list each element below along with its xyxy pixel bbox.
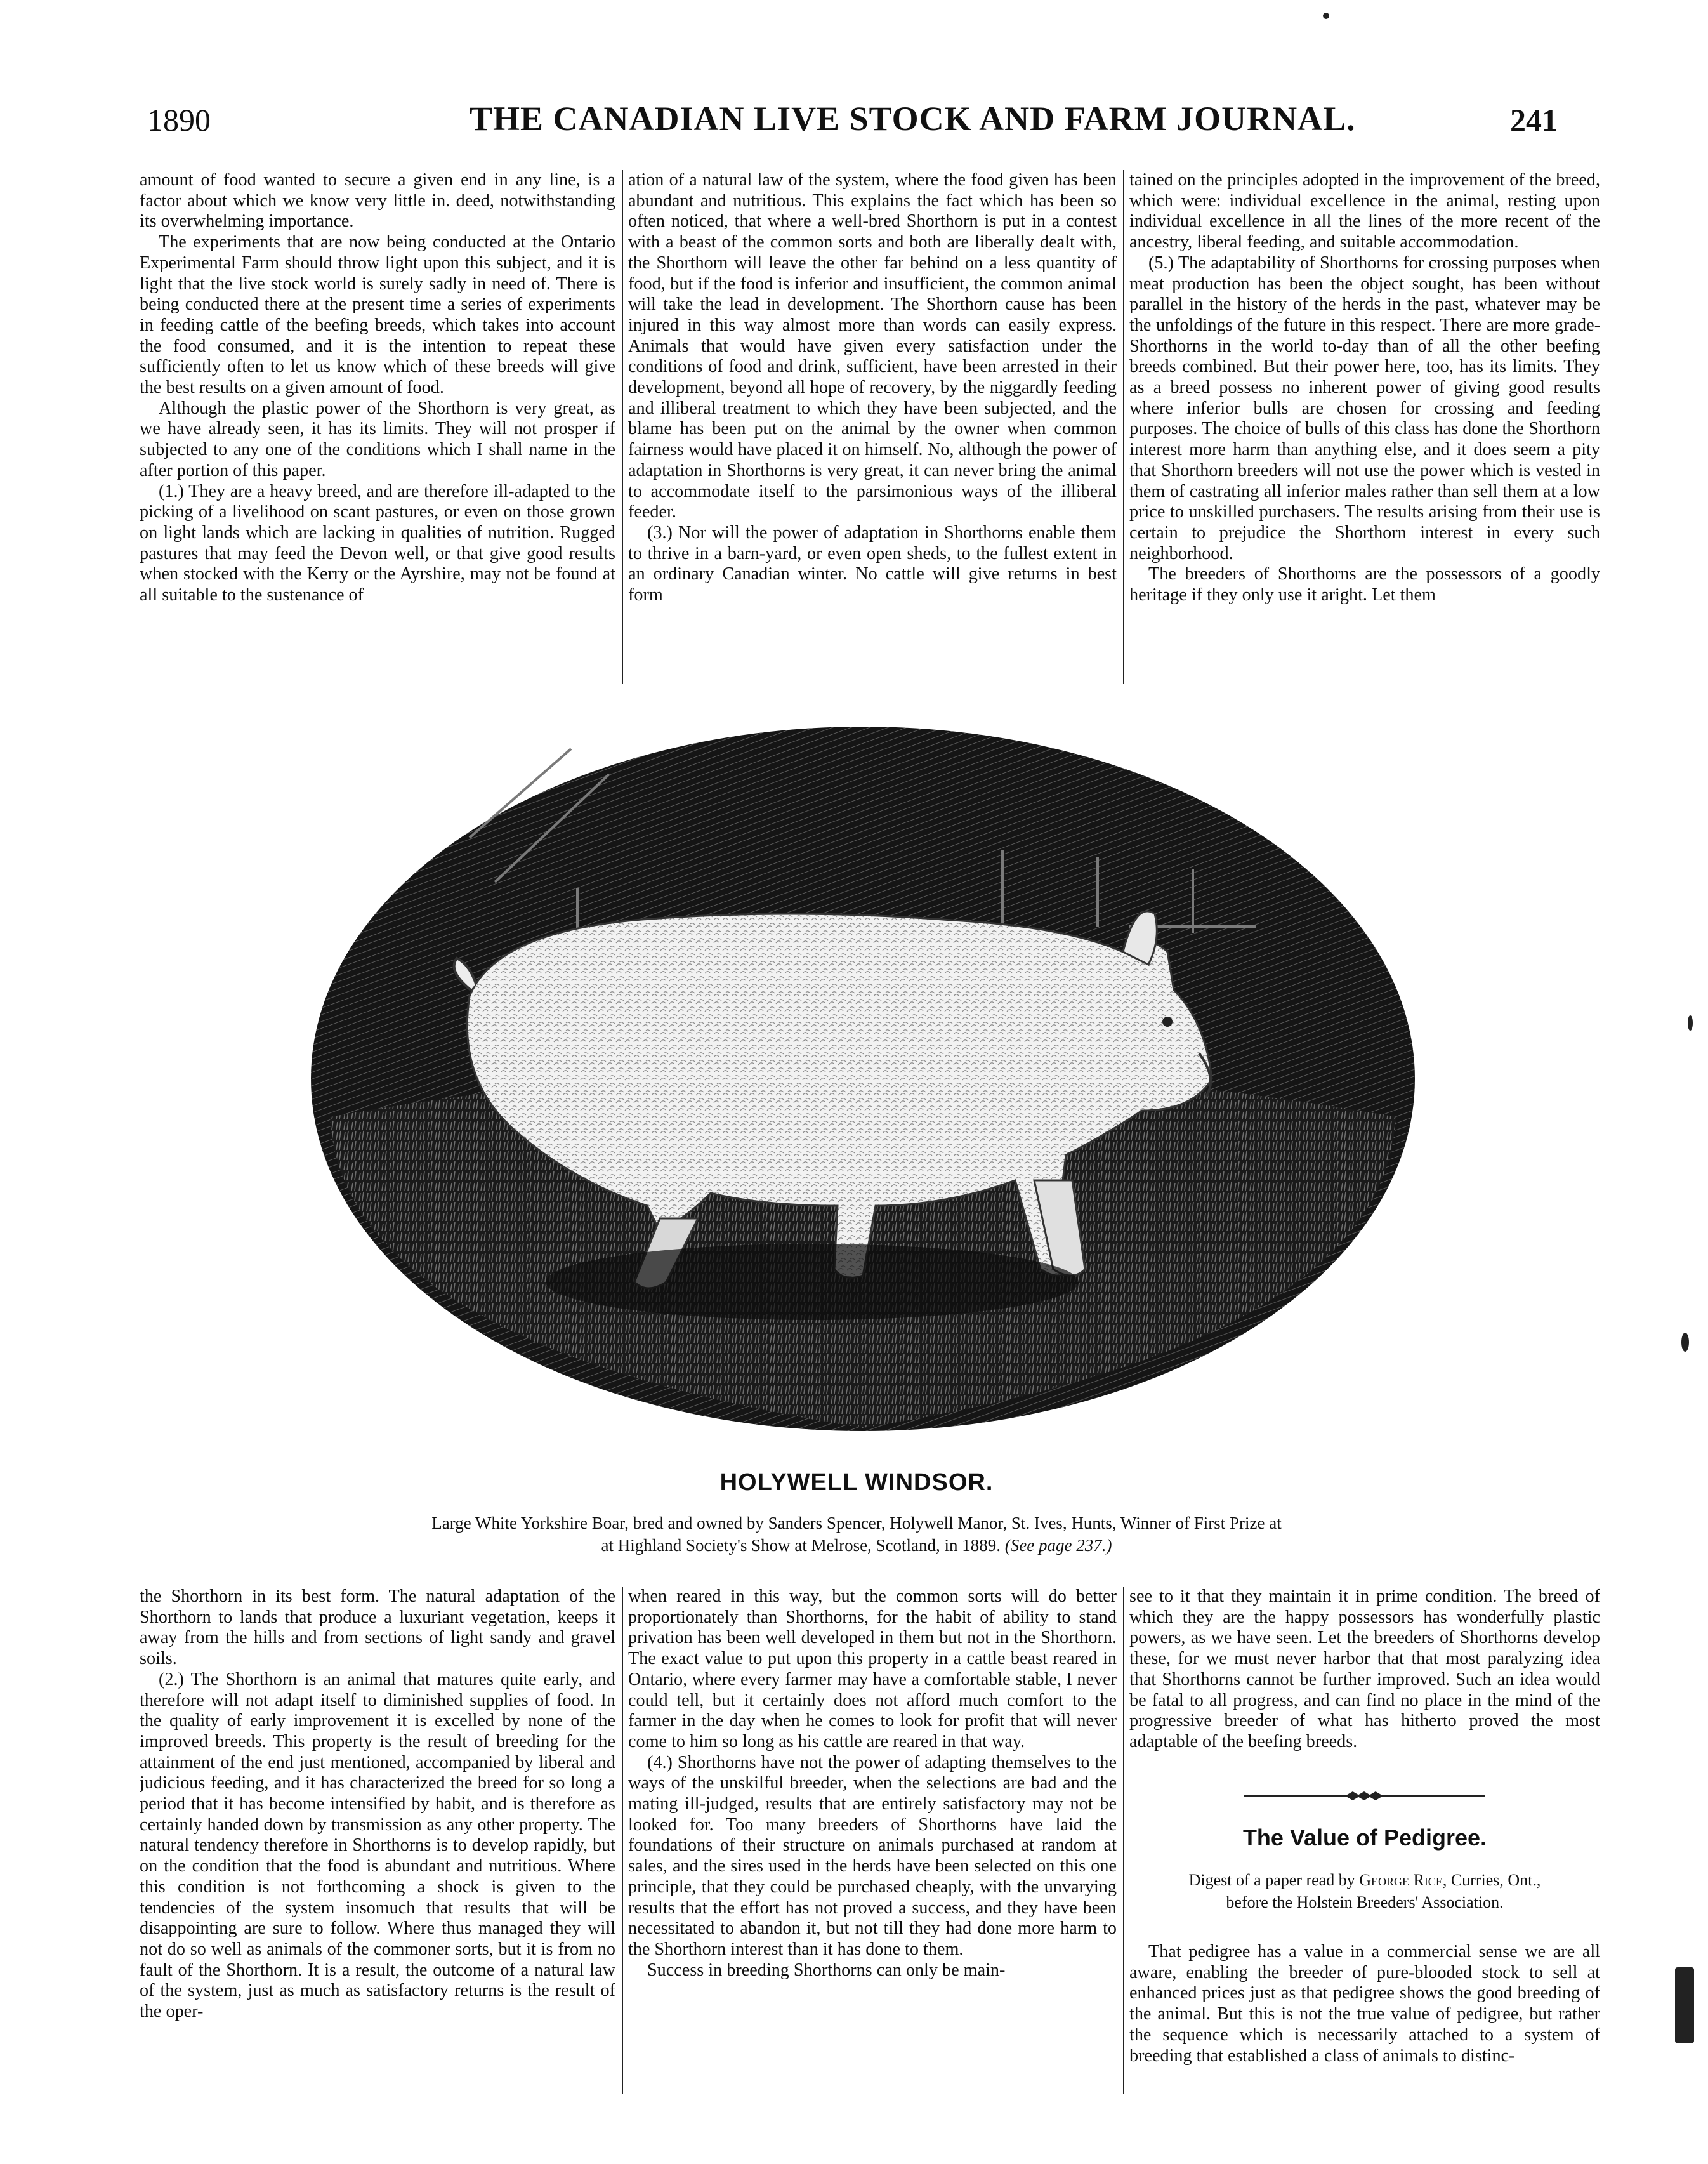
caption-page-reference: (See page 237.) — [1004, 1536, 1112, 1555]
bottom-column-3 — [1129, 1587, 1600, 1783]
boar-engraving — [305, 723, 1421, 1453]
top-column-2 — [628, 170, 1117, 684]
digest-prefix: Digest of a paper read by — [1188, 1871, 1355, 1889]
top-column-3 — [1129, 170, 1600, 684]
figure-caption-line-2 — [279, 1536, 1434, 1555]
article-digest-line-1 — [1129, 1871, 1600, 1890]
column-divider — [622, 1587, 623, 2094]
paragraph: (4.) Shorthorns have not the power of adapting themselves to the ways of the unskilful breeder, when the selections are bad and the mating ill-judged, results that are entirely satisfactory may not be looked for. Too many breeders of Shorthorns have laid the foundations of their structure on animals purchased at random at sales, and the sires used in the herds have been selected on this one principle, that they could be purchased cheaply, with the unvarying results that the effort has not proved a success, and they have been necessitated to abandon it, but not till they had done more harm to the Shorthorn interest than it has done to them. — [628, 1752, 1117, 1959]
paragraph: (1.) They are a heavy breed, and are therefore ill-adapted to the picking of a livelihood on scant pastures, or even on those grown on light lands which are lacking in qualities of nutrition. Rugged pastures that may feed the Devon well, or that give good results when stocked with the Kerry or the Ayrshire, may not be found at all suitable to the sustenance of — [140, 481, 615, 605]
author-name: George Rice — [1359, 1871, 1443, 1889]
column-divider — [1123, 1587, 1124, 2094]
paragraph: amount of food wanted to secure a given end in any line, is a factor about which we know very little in. deed, notwithstanding its overwhelming importance. — [140, 170, 615, 232]
ornament-divider — [1244, 1790, 1485, 1802]
paragraph: see to it that they maintain it in prime condition. The breed of which they are the happy possessors has wonderfully plastic powers, as we have seen. Let the breeders of Shorthorns develop these, for we must never harbor that that most paralyzing idea that Shorthorns cannot be further improved. Such an idea would be fatal to all progress, and can find no place in the mind of the progressive breeder of what has hitherto proved the most adaptable of the beefing breeds. — [1129, 1587, 1600, 1752]
paragraph: (5.) The adaptability of Shorthorns for crossing purposes when meat production has been the object sought, has been without parallel in the history of the herds in the past, whatever may be the unfoldings of the future in this respect. There are more grade-Shorthorns in the world to-day than of all the other beefing breeds combined. But their power here, too, has its limits. They as a breed possess no inherent power of giving good results where inferior bulls are chosen for crossing and feeding purposes. The choice of bulls of this class has done the Shorthorn interest more harm than anything else, and it does seem a pity that Shorthorn breeders will not use the power which is vested in them of castrating all inferior males rather than sell them at a low price to unskilled purchasers. The results arising from their use is certain to prejudice the Shorthorn interest in every such neighborhood. — [1129, 253, 1600, 564]
page-number: 241 — [1510, 102, 1558, 138]
scan-speck — [1323, 13, 1329, 19]
paragraph: tained on the principles adopted in the improvement of the breed, which were: individual excellence in the animal, resting upon individual excellence in all the lines of the more recent of the ancestry, liberal feeding, and suitable accommodation. — [1129, 170, 1600, 253]
figure-title: HOLYWELL WINDSOR. — [719, 1469, 994, 1496]
header-year: 1890 — [147, 102, 211, 138]
paragraph: ation of a natural law of the system, where the food given has been abundant and nutritious. This explains the fact which has been so often noticed, that where a well-bred Shorthorn is put in a contest with a beast of the common sorts and both are liberally dealt with, the Shorthorn will leave the other far behind on a less quantity of food, but if the food is inferior and insufficient, the common animal will take the lead in development. The Shorthorn cause has been injured in this way almost more than words can easily express. Animals that would have given every satisfaction under the conditions of food and drink, sufficient, have been arrested in their development, beyond all hope of recovery, by the niggardly feeding and illiberal treatment to which they have been subjected, and the blame has been put on the animal by the owner when common fairness would have placed it on himself. No, although the power of adaptation in Shorthorns is very great, it can never bring the animal to accommodate itself to the parsimonious ways of the illiberal feeder. — [628, 170, 1117, 522]
paragraph: Although the plastic power of the Shorthorn is very great, as we have already seen, it has its limits. They will not prosper if subjected to any one of the conditions which I shall name in the after portion of this paper. — [140, 398, 615, 480]
paragraph: (3.) Nor will the power of adaptation in Shorthorns enable them to thrive in a barn-yard, or even open sheds, to the fullest extent in an ordinary Canadian winter. No cattle will give returns in best form — [628, 522, 1117, 605]
paragraph: the Shorthorn in its best form. The natural adaptation of the Shorthorn to lands that produce a luxuriant vegetation, keeps it away from the hills and from sections of light sandy and gravel soils. — [140, 1587, 615, 1669]
bottom-column-1 — [140, 1587, 615, 2094]
paragraph: The experiments that are now being conducted at the Ontario Experimental Farm should throw light upon this subject, and it is light that the live stock world is surely sadly in need of. There is being conducted there at the present time a series of experiments in feeding cattle of the beefing breeds, which takes into account the food consumed, and it is the intention to repeat these sufficiently often to let us know which of these breeds will give the best results on a given amount of food. — [140, 232, 615, 398]
scan-speck — [1675, 1967, 1694, 2043]
column-divider — [622, 170, 623, 684]
scan-speck — [1681, 1333, 1689, 1352]
digest-suffix: , Curries, Ont., — [1442, 1871, 1541, 1889]
paragraph: That pedigree has a value in a commercial sense we are all aware, enabling the breeder of pure-blooded stock to sell at enhanced prices just as that pedigree shows the good breeding of the animal. But this is not the true value of pedigree, but rather the sequence which is necessarily attached to a system of breeding that established a class of animals to distinc- — [1129, 1942, 1600, 2066]
paragraph: Success in breeding Shorthorns can only be main- — [647, 1960, 1006, 1980]
bottom-column-2 — [628, 1587, 1117, 2094]
paragraph: when reared in this way, but the common sorts will do better proportionately than Shorthorns, for the habit of ability to stand privation has been well developed in them but not in the Shorthorn. The exact value to put upon this property in a cattle beast reared in Ontario, where every farmer may have a comfortable stable, I never could tell, but it certainly does not afford much comfort to the farmer in the day when he comes to look for profit that will never come to him so long as his cattle are reared in that way. — [628, 1587, 1117, 1752]
scan-speck — [1688, 1015, 1693, 1031]
paragraph: The breeders of Shorthorns are the possessors of a goodly heritage if they only use it aright. Let them — [1129, 564, 1600, 605]
paragraph: (2.) The Shorthorn is an animal that matures quite early, and therefore will not adapt itself to diminished supplies of food. In the quality of early improvement it is excelled by none of the improved breeds. This property is the result of breeding for the attainment of the end just mentioned, accompanied by liberal and judicious feeding, and it has characterized the breed for so long a period that it has become intensified by habit, and is therefore as certainly handed down by transmission as any other property. The natural tendency therefore in Shorthorns is to develop rapidly, but on the condition that the food is abundant and nutritious. Where this condition is not forthcoming a shock is given to the tendencies of the system insomuch that results that will be disappointing are sure to follow. Where thus managed they will not do so well as animals of the commoner sorts, but it is from no fault of the Shorthorn. It is a result, the outcome of a natural law of the system, just as much as satisfactory returns is the result of the oper- — [140, 1669, 615, 2022]
article-digest-line-2: before the Holstein Breeders' Association. — [1226, 1893, 1504, 1911]
figure-caption-line-1: Large White Yorkshire Boar, bred and owned by Sanders Spencer, Holywell Manor, St. Ives, Hunts, Winner of First Prize at — [431, 1514, 1282, 1533]
column-divider — [1123, 170, 1124, 684]
article-body — [1129, 1942, 1600, 2094]
journal-title: THE CANADIAN LIVE STOCK AND FARM JOURNAL. — [470, 100, 1356, 138]
article-title: The Value of Pedigree. — [1242, 1824, 1487, 1851]
top-column-1 — [140, 170, 615, 684]
caption-text: at Highland Society's Show at Melrose, Scotland, in 1889. — [601, 1536, 1001, 1555]
